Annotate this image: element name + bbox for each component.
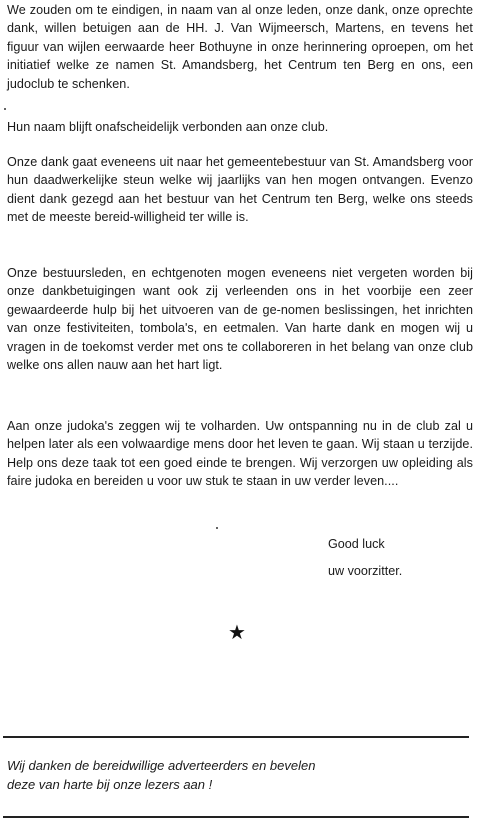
print-speck [216, 527, 218, 529]
signature-greeting: Good luck [328, 537, 385, 551]
paragraph-thanks-municipality: Onze dank gaat eveneens uit naar het gemeentebestuur van St. Amandsberg voor hun daadwerkelijke steun welke wij jaarlijks van hen mogen ontvangen. Evenzo dient dank gezegd aan het bestuur van het Centrum ten Berg, welke ons steeds met de meeste bereid-willigheid ter wille is. [7, 155, 473, 225]
closing-line-1: Wij danken de bereidwillige adverteerders en bevelen [7, 758, 316, 773]
paragraph-thanks-board: Onze bestuursleden, en echtgenoten mogen eveneens niet vergeten worden bij onze dankbetuigingen want ook zij verleenden ons in het voorbije een zeer gewaardeerde hulp bij het uitvoeren van de ge-nomen beslissingen, het inrichten van onze festiviteiten, tombola's, en eetmalen. Van harte dank en mogen wij u vragen in de toekomst verder met ons te collaboreren in het belang van onze club welke ons allen nauw aan het hart ligt. [7, 266, 473, 373]
star-icon: ★ [228, 620, 246, 644]
signature-chairman: uw voorzitter. [328, 564, 403, 578]
paragraph-to-judokas: Aan onze judoka's zeggen wij te volharden. Uw ontspanning nu in de club zal u helpen later als een volwaardige mens door het leven te gaan. Wij staan u terzijde. Help ons deze taak tot een goed einde te brengen. Wij verzorgen uw opleiding als faire judoka en bereiden u voor uw stuk te staan in uw verder leven.... [7, 419, 473, 489]
paragraph-name-bound: Hun naam blijft onafscheidelijk verbonden aan onze club. [7, 120, 329, 134]
divider-top [3, 736, 469, 738]
closing-advertisers-note [7, 756, 467, 794]
print-speck [4, 108, 6, 110]
divider-bottom [3, 816, 469, 818]
paragraph-thanks-founders: We zouden om te eindigen, in naam van al onze leden, onze dank, onze oprechte dank, willen betuigen aan de HH. J. Van Wijmeersch, Martens, en tevens het figuur van wijlen eerwaarde heer Bothuyne in onze herinnering oproepen, om het initiatief welke ze namen St. Amandsberg, het Centrum ten Berg en ons, een judoclub te schenken. [7, 3, 473, 91]
closing-line-2: deze van harte bij onze lezers aan ! [7, 777, 213, 792]
